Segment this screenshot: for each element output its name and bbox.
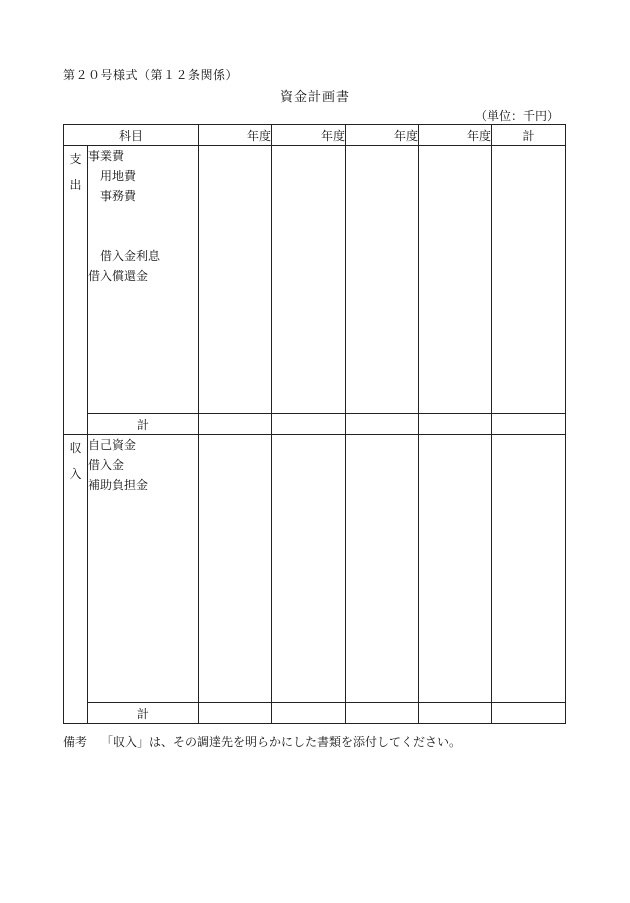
item-subsidy: 補助負担金 xyxy=(88,478,149,492)
fund-plan-table xyxy=(63,124,566,724)
income-subtotal-year-1 xyxy=(199,703,272,724)
item-loan-repayment: 借入償還金 xyxy=(88,269,149,283)
remarks xyxy=(63,733,461,750)
column-header-year-3: 年度 xyxy=(346,125,419,146)
expenditure-year-2-cell xyxy=(272,146,346,414)
item-project-cost: 事業費 xyxy=(88,149,125,163)
income-category-cell xyxy=(64,435,88,724)
income-subtotal-label: 計 xyxy=(88,703,199,724)
expenditure-year-3-cell xyxy=(346,146,419,414)
header-row xyxy=(64,125,566,146)
item-loans: 借入金 xyxy=(88,458,125,472)
expenditure-label-2: 出 xyxy=(69,178,82,192)
expenditure-label-1: 支 xyxy=(69,152,82,166)
expenditure-subtotal-year-1 xyxy=(199,414,272,435)
expenditure-items-cell xyxy=(88,146,199,414)
income-subtotal-row xyxy=(64,703,566,724)
column-header-total: 計 xyxy=(492,125,566,146)
item-loan-interest: 借入金利息 xyxy=(100,249,161,263)
expenditure-year-4-cell xyxy=(419,146,492,414)
column-header-year-2: 年度 xyxy=(272,125,346,146)
expenditure-subtotal-year-3 xyxy=(346,414,419,435)
income-year-2-cell xyxy=(272,435,346,703)
column-header-year-4: 年度 xyxy=(419,125,492,146)
item-office-cost: 事務費 xyxy=(100,189,137,203)
income-items-cell xyxy=(88,435,199,703)
column-header-year-1: 年度 xyxy=(199,125,272,146)
expenditure-subtotal-year-2 xyxy=(272,414,346,435)
item-own-funds: 自己資金 xyxy=(88,438,137,452)
expenditure-subtotal-row xyxy=(64,414,566,435)
income-label-1: 収 xyxy=(69,441,82,455)
income-subtotal-year-2 xyxy=(272,703,346,724)
income-year-4-cell xyxy=(419,435,492,703)
expenditure-subtotal-label: 計 xyxy=(88,414,199,435)
expenditure-category-cell xyxy=(64,146,88,435)
income-subtotal-year-4 xyxy=(419,703,492,724)
item-gap xyxy=(88,206,198,246)
income-year-3-cell xyxy=(346,435,419,703)
expenditure-total-cell xyxy=(492,146,566,414)
income-subtotal-year-3 xyxy=(346,703,419,724)
expenditure-year-1-cell xyxy=(199,146,272,414)
expenditure-row xyxy=(64,146,566,414)
income-label-2: 入 xyxy=(69,467,82,481)
expenditure-subtotal-year-4 xyxy=(419,414,492,435)
income-subtotal-total xyxy=(492,703,566,724)
remarks-text: 「収入」は、その調達先を明らかにした書類を添付してください。 xyxy=(101,735,462,749)
income-total-cell xyxy=(492,435,566,703)
page-title: 資金計画書 xyxy=(279,90,350,105)
item-land-cost: 用地費 xyxy=(100,169,137,183)
income-year-1-cell xyxy=(199,435,272,703)
remarks-label: 備考 xyxy=(63,735,88,749)
form-number: 第２０号様式（第１２条関係） xyxy=(63,68,239,82)
unit-label: （単位：千円） xyxy=(474,109,559,123)
expenditure-subtotal-total xyxy=(492,414,566,435)
column-header-item: 科目 xyxy=(64,125,199,146)
income-row xyxy=(64,435,566,703)
